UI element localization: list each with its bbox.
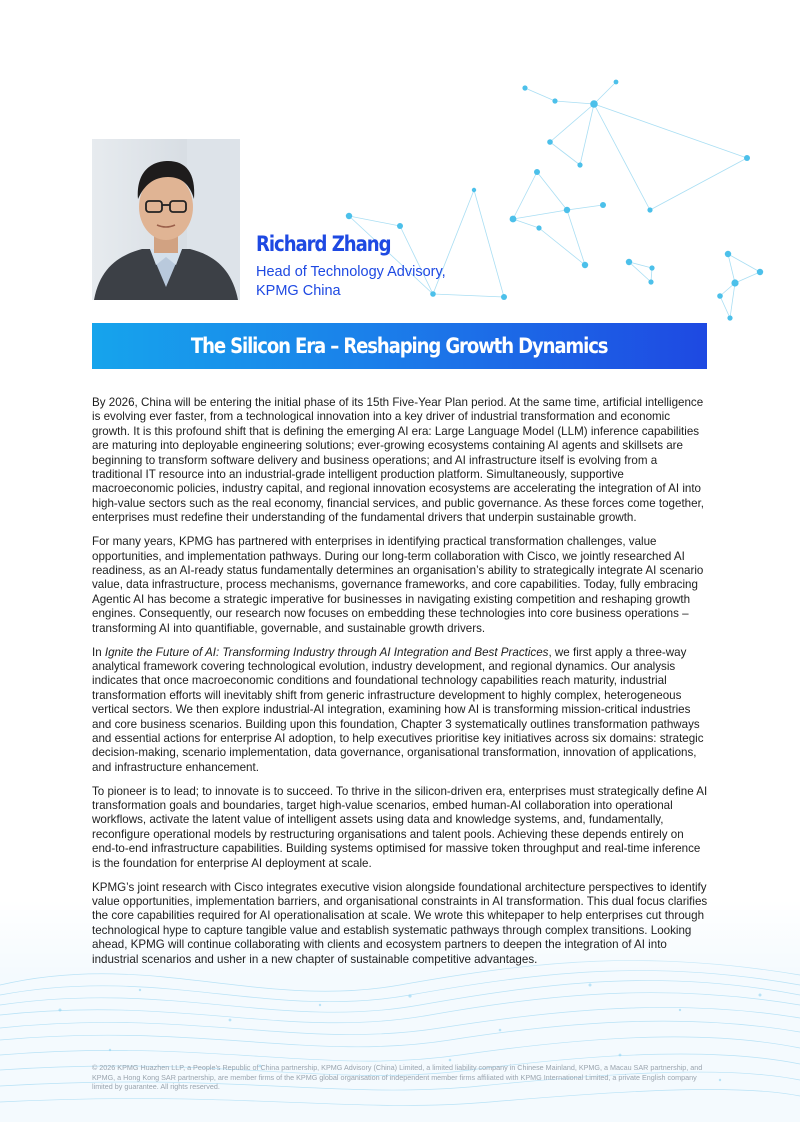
copyright-footer: © 2026 KPMG Huazhen LLP, a People’s Republic of China partnership, KPMG Advisory (China) Limited, a limited liability company in Chinese Mainland, KPMG, a Macau SAR partnership, and KPMG, a Hong Kong SAR partnership, are member firms of the KPMG global organisation of independent member firms affiliated with KPMG International Limited, a private English company limited by guarantee. All rights reserved. (92, 1063, 703, 1092)
paragraph-3-rest: , we first apply a three-way analytical framework covering technological evolution, industry development, and regional dynamics. Our analysis indicates that once macroeconomic conditions and foundational technology capabilities reach maturity, industrial transformation efforts will inevitably shift from generic infrastructure development to highly complex, heterogeneous vertical sectors. We then explore industrial-AI integration, examining how AI is transforming mission-critical industries and core business scenarios. Building upon this foundation, Chapter 3 systematically outlines transformation pathways and essential actions for enterprise AI adoption, to help executives prioritise key initiatives across six domains: strategic decision-making, scenario implementation, data governance, organisational transformation, innovation of applications, and infrastructure enhancement. (92, 645, 704, 774)
author-title-line1: Head of Technology Advisory, (256, 264, 446, 280)
article-body (92, 396, 708, 977)
paragraph-2: For many years, KPMG has partnered with enterprises in identifying practical transformation challenges, value opportunities, and implementation pathways. During our long-term collaboration with Cisco, we jointly researched AI readiness, as an AI-ready status fundamentally determines an organisation’s ability to strategically integrate AI scenario value, data infrastructure, process mechanisms, governance frameworks, and core capabilities. Today, fully embracing Agentic AI has become a strategic imperative for businesses in navigating existing competition and reshaping growth engines. Consequently, our research now focuses on embedding these technologies into core business operations – transforming AI into quantifiable, governable, and sustainable growth drivers. (92, 535, 704, 635)
paragraph-5: KPMG’s joint research with Cisco integrates executive vision alongside foundational architecture perspectives to identify value opportunities, implementation barriers, and organisational constraints in AI transformation. This dual focus clarifies the core capabilities required for AI operationalisation at scale. We wrote this whitepaper to help enterprises cut through technological hype to capture tangible value and establish systematic pathways through complex transitions. Looking ahead, KPMG will continue collaborating with clients and ecosystem partners to deepen the integration of AI into industrial scenarios and usher in a new chapter of sustainable competitive advantages. (92, 880, 708, 966)
author-name: Richard Zhang (256, 232, 391, 256)
paragraph-3 (92, 646, 708, 776)
paragraph-4: To pioneer is to lead; to innovate is to succeed. To thrive in the silicon-driven era, enterprises must strategically define AI transformation goals and boundaries, target high-value scenarios, embed human-AI collaboration into operational workflows, activate the latent value of intelligent assets using data and knowledge systems, and, fundamentally, reconfigure operational models by restructuring organisations and talent pools. Achieving these depends entirely on end-to-end infrastructure capabilities. Building systems optimised for massive token throughput and real-time inference is the foundation for enterprise AI deployment at scale. (92, 784, 708, 870)
paragraph-3-prefix: In (92, 645, 105, 659)
report-title-italic: Ignite the Future of AI: Transforming Industry through AI Integration and Best Practices (104, 645, 549, 659)
author-title-line2: KPMG China (256, 283, 341, 299)
author-photo (92, 139, 240, 300)
section-banner (92, 323, 707, 369)
author-title (256, 263, 446, 301)
paragraph-1: By 2026, China will be entering the initial phase of its 15th Five-Year Plan period. At the same time, artificial intelligence is evolving ever faster, from a technological innovation into a key driver of industrial transformation and economic growth. It is this profound shift that is defining the emerging AI era: Large Language Model (LLM) inference capabilities are maturing into deployable engineering solutions; ever-growing ecosystems containing AI agents and skillsets are beginning to transform software delivery and business operations; and AI infrastructure itself is evolving from a traditional IT resource into an industrial-grade intelligent production platform. Simultaneously, supportive macroeconomic policies, industry capital, and regional innovation ecosystems are accelerating the integration of AI into high-value sectors such as the real economy, financial services, and public governance. As these forces come together, enterprises must redefine their understanding of the fundamental drivers that underpin sustainable growth. (92, 396, 705, 525)
section-title: The Silicon Era – Reshaping Growth Dynamics (191, 334, 608, 358)
